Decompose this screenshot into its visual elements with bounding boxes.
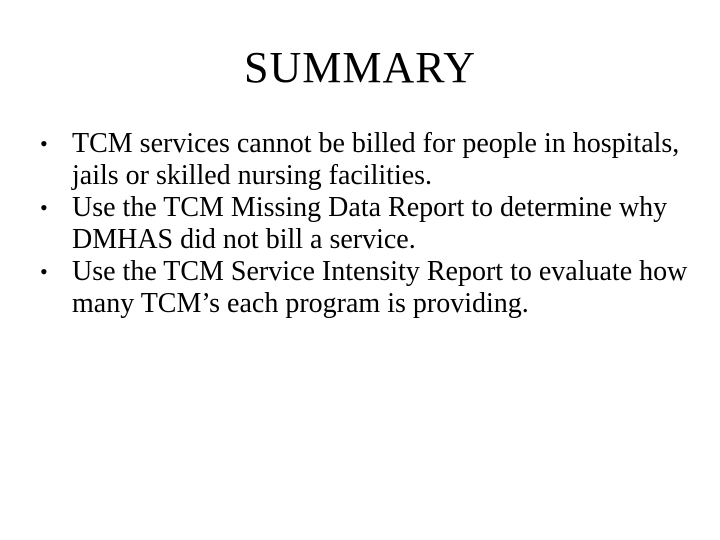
bullet-icon: • bbox=[40, 131, 48, 156]
list-item bbox=[40, 256, 690, 320]
bullet-icon: • bbox=[40, 195, 48, 220]
bullet-text: Use the TCM Missing Data Report to determine why DMHAS did not bill a service. bbox=[72, 192, 668, 255]
bullet-list bbox=[40, 128, 690, 320]
bullet-text: Use the TCM Service Intensity Report to evaluate how many TCM’s each program is providing. bbox=[72, 256, 688, 319]
slide-title: SUMMARY bbox=[244, 43, 476, 92]
list-item bbox=[40, 128, 690, 192]
bullet-icon: • bbox=[40, 259, 48, 284]
list-item bbox=[40, 192, 690, 256]
bullet-text: TCM services cannot be billed for people in hospitals, jails or skilled nursing facilities. bbox=[72, 128, 680, 191]
